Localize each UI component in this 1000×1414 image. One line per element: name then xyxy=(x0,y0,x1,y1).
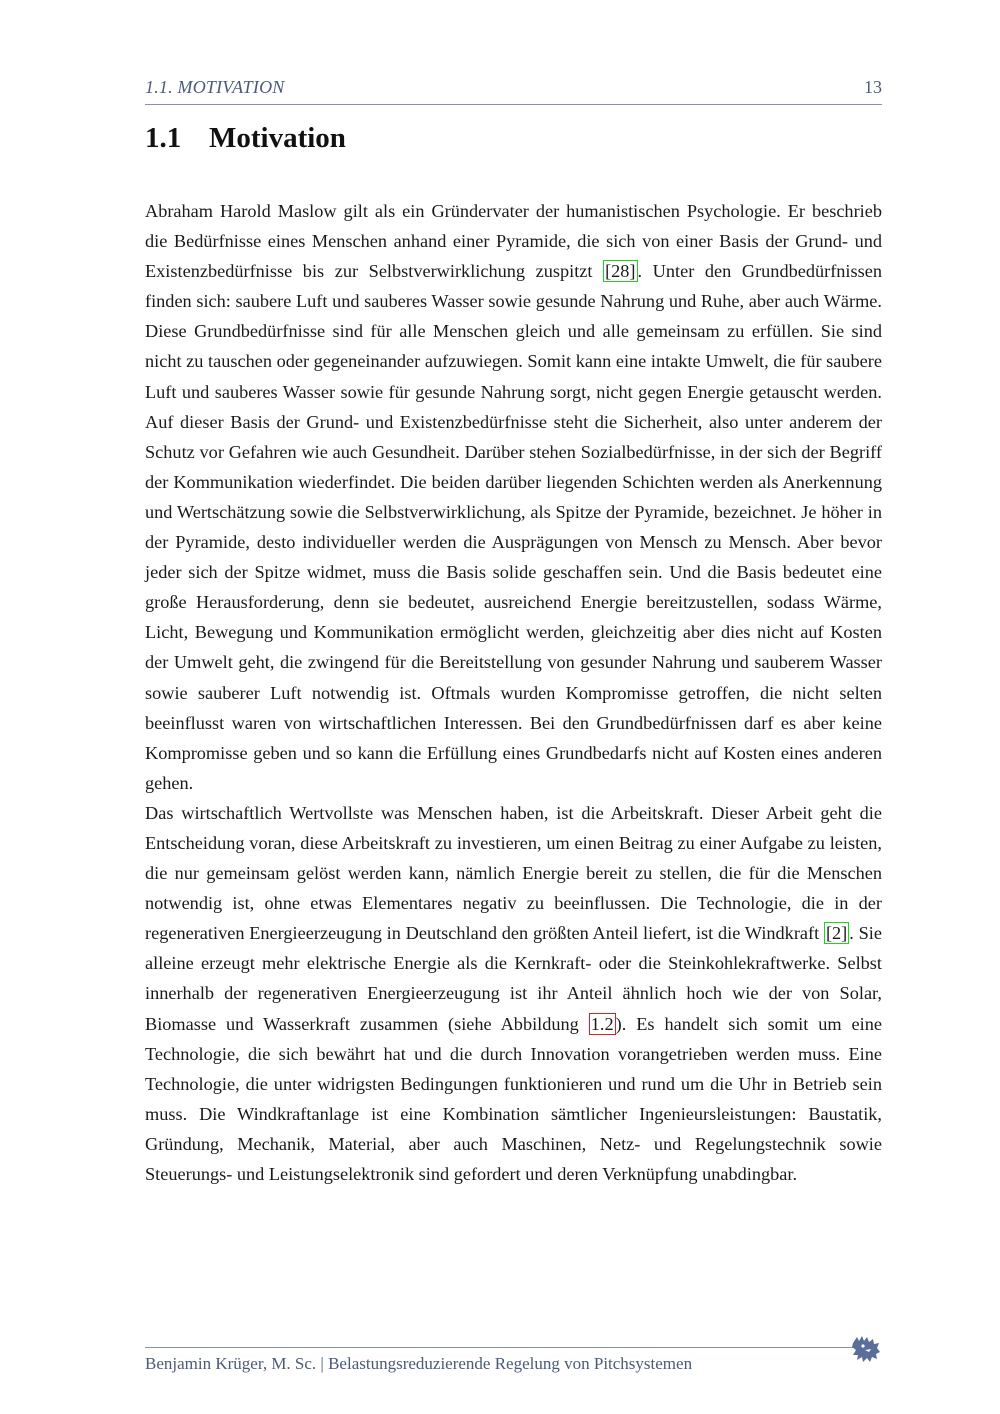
body-text xyxy=(145,196,882,1189)
figure-ref-link[interactable]: 1.2 xyxy=(590,1013,614,1034)
citation-link-28[interactable]: [28] xyxy=(605,261,636,282)
footer-author-line: Benjamin Krüger, M. Sc. | Belastungsreduzierende Regelung von Pitchsystemen xyxy=(145,1354,693,1373)
section-title: Motivation xyxy=(209,122,346,154)
page-number: 13 xyxy=(864,77,882,97)
paragraph-2-text-c: ). Es handelt sich somit um eine Technologie, die sich bewährt hat und die durch Innovation vorangetrieben werden muss. Eine Technologie, die unter widrigsten Bedingungen funktionieren und rund um die Uhr in Betrieb sein muss. Die Windkraftanlage ist eine Kombination sämtlicher Ingenieursleistungen: Baustatik, Gründung, Mechanik, Material, aber auch Maschinen, Netz- und Regelungstechnik sowie Steuerungs- und Leistungselektronik sind gefordert und deren Verknüpfung unabdingbar. xyxy=(145,1013,882,1184)
running-title: 1.1. MOTIVATION xyxy=(145,77,285,97)
footer-rule xyxy=(145,1347,855,1348)
heraldic-lion-icon xyxy=(850,1333,882,1365)
section-number: 1.1 xyxy=(145,122,182,154)
section-heading xyxy=(145,122,346,155)
citation-link-2[interactable]: [2] xyxy=(825,923,848,944)
paragraph-1-text-a: Abraham Harold Maslow gilt als ein Gründervater der humanistischen Psychologie. Er beschrieb die Bedürfnisse eines Menschen anhand einer Pyramide, die sich von einer Basis der Grund- und Existenzbedürfnisse bis zur Selbstverwirklichung zuspitzt xyxy=(145,201,882,282)
paragraph-windkraft xyxy=(145,798,882,1189)
paragraph-1-text-b: . Unter den Grundbedürfnissen finden sich: saubere Luft und sauberes Wasser sowie gesunde Nahrung und Ruhe, aber auch Wärme. Diese Grundbedürfnisse sind für alle Menschen gleich und alle gemeinsam zu erfüllen. Sie sind nicht zu tauschen oder gegeneinander aufzuwiegen. Somit kann eine intakte Umwelt, die für saubere Luft und sauberes Wasser sowie für gesunde Nahrung sorgt, nicht gegen Energie getauscht werden. Auf dieser Basis der Grund- und Existenzbedürfnisse steht die Sicherheit, also unter anderem der Schutz vor Gefahren wie auch Gesundheit. Darüber stehen Sozialbedürfnisse, in der sich der Begriff der Kommunikation wiederfindet. Die beiden darüber liegenden Schichten werden als Anerkennung und Wertschätzung sowie die Selbstverwirklichung, als Spitze der Pyramide, bezeichnet. Je höher in der Pyramide, desto individueller werden die Ausprägungen von Mensch zu Mensch. Aber bevor jeder sich der Spitze widmet, muss die Basis solide geschaffen sein. Und die Basis bedeutet eine große Herausforderung, denn sie bedeutet, ausreichend Energie bereitzustellen, sodass Wärme, Licht, Bewegung und Kommunikation ermöglicht werden, gleichzeitig aber dies nicht auf Kosten der Umwelt geht, die zwingend für die Bereitstellung von gesunder Nahrung und sauberem Wasser sowie sauberer Luft notwendig ist. Oftmals wurden Kompromisse getroffen, die nicht selten beeinflusst waren von wirtschaftlichen Interessen. Bei den Grundbedürfnissen darf es aber keine Kompromisse geben und so kann die Erfüllung eines Grundbedarfs nicht auf Kosten eines anderen gehen. xyxy=(145,261,882,793)
paragraph-maslow xyxy=(145,196,882,798)
running-header xyxy=(145,77,882,105)
paragraph-2-text-b: . Sie alleine erzeugt mehr elektrische Energie als die Kernkraft- oder die Steinkohlekraftwerke. Selbst innerhalb der regenerativen Energieerzeugung ist ihr Anteil ähnlich hoch wie der von Solar, Biomasse und Wasserkraft zusammen (siehe Abbildung xyxy=(145,923,882,1034)
paragraph-2-text-a: Das wirtschaftlich Wertvollste was Menschen haben, ist die Arbeitskraft. Dieser Arbeit geht die Entscheidung voran, diese Arbeitskraft zu investieren, um einen Beitrag zu einer Aufgabe zu leisten, die nur gemeinsam gelöst werden kann, nämlich Energie bereit zu stellen, die für die Menschen notwendig ist, ohne etwas Elementares negativ zu beeinflussen. Die Technologie, die in der regenerativen Energieerzeugung in Deutschland den größten Anteil liefert, ist die Windkraft xyxy=(145,802,882,944)
